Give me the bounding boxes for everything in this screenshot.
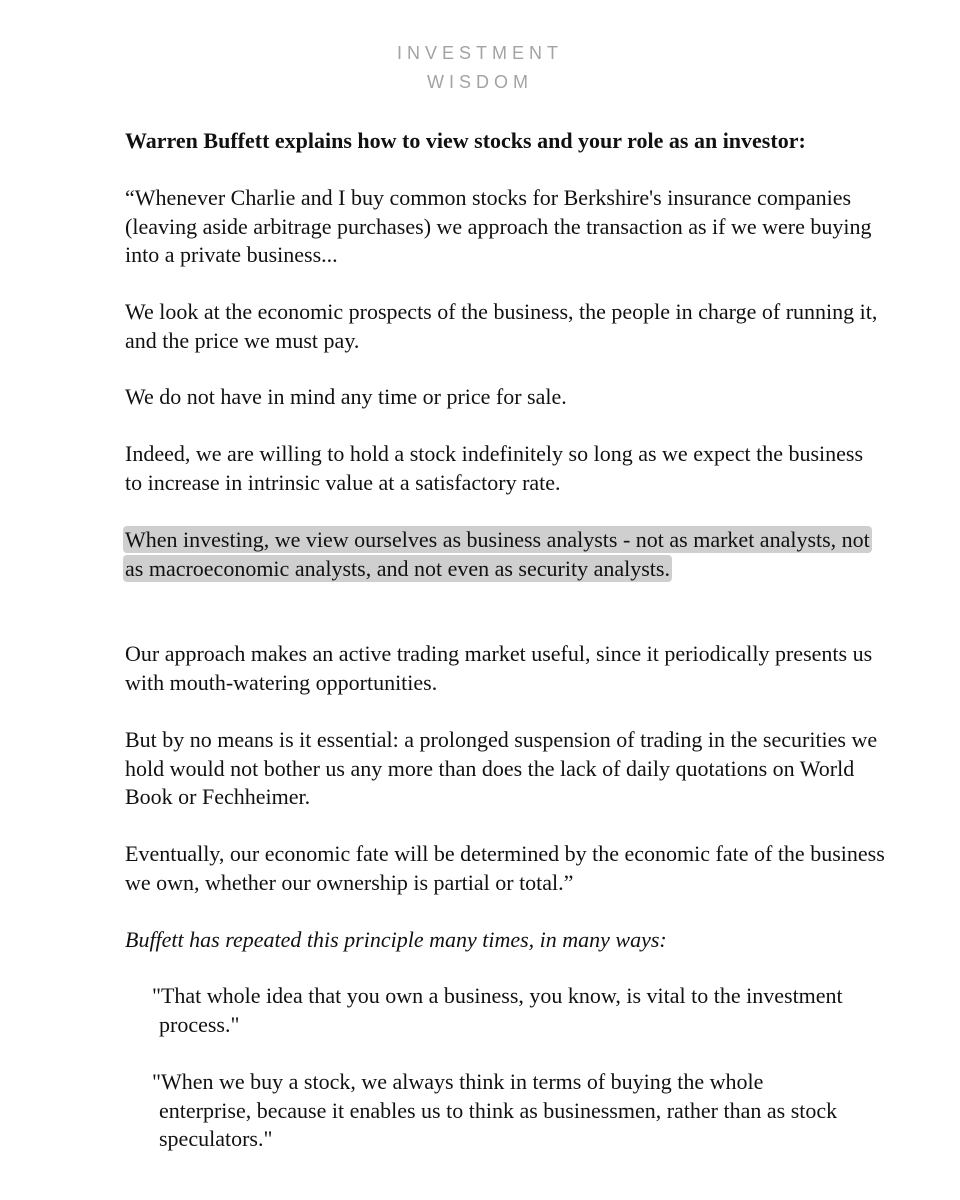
brand-title-line2: WISDOM <box>427 72 533 92</box>
paragraph-7: But by no means is it essential: a prolonged suspension of trading in the securities we hold would not bother us any more than does the lack of daily quotations on World Book or Fechheimer. <box>125 727 878 809</box>
highlighted-paragraph <box>125 526 885 583</box>
article-heading: Warren Buffett explains how to view stocks and your role as an investor: <box>125 128 806 153</box>
paragraph-8: Eventually, our economic fate will be determined by the economic fate of the business we own, whether our ownership is partial or total.” <box>125 841 885 895</box>
brand-title-line1: INVESTMENT <box>396 43 563 63</box>
italic-note: Buffett has repeated this principle many times, in many ways: <box>125 927 667 952</box>
paragraph-4: Indeed, we are willing to hold a stock indefinitely so long as we expect the business to increase in intrinsic value at a satisfactory rate. <box>125 441 864 495</box>
paragraph-3: We do not have in mind any time or price for sale. <box>125 384 567 409</box>
paragraph-1: “Whenever Charlie and I buy common stocks for Berkshire's insurance companies (leaving aside arbitrage purchases) we approach the transaction as if we were buying into a private business... <box>125 185 872 267</box>
highlighted-text: When investing, we view ourselves as business analysts - not as market analysts, not as macroeconomic analysts, and not even as security analysts. <box>125 527 870 581</box>
paragraph-2: We look at the economic prospects of the business, the people in charge of running it, and the price we must pay. <box>125 299 878 353</box>
quote-2: "When we buy a stock, we always think in terms of buying the whole enterprise, because it enables us to think as businessmen, rather than as stock speculators." <box>152 1069 838 1151</box>
quote-1: "That whole idea that you own a business, you know, is vital to the investment process." <box>152 983 843 1037</box>
paragraph-6: Our approach makes an active trading market useful, since it periodically presents us with mouth-watering opportunities. <box>125 641 873 695</box>
